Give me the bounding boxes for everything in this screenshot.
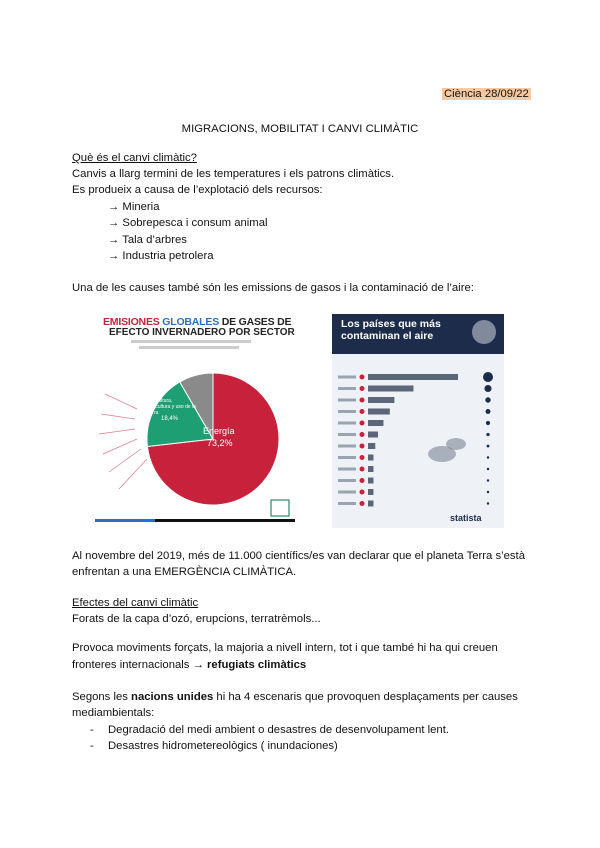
country-label [338, 399, 356, 402]
infographic-title-red: EMISIONES [103, 316, 160, 328]
energy-pct: 73,2% [207, 438, 233, 448]
paragraph [72, 659, 306, 671]
bar [368, 420, 383, 426]
bullet-item: Degradació del medi ambient o desastres de desenvolupament lent. [108, 724, 449, 736]
page-title: MIGRACIONS, MOBILITAT I CANVI CLIMÀTIC [181, 123, 419, 135]
statista-logo: statista [450, 513, 482, 523]
country-flag [360, 421, 365, 426]
bubble [483, 372, 493, 382]
country-flag [360, 455, 365, 460]
country-label [338, 456, 356, 459]
bold-term: refugiats climàtics [207, 659, 307, 671]
paragraph: Provoca moviments forçats, la majoria a nivell intern, tot i que també hi ha qui creuen [72, 642, 498, 654]
bubble [484, 385, 491, 392]
text-run: Segons les [72, 691, 132, 703]
paragraph: Es produeix a causa de l’explotació dels recursos: [72, 184, 323, 196]
paragraph: enfrentan a una EMERGÈNCIA CLIMÀTICA. [72, 566, 297, 578]
country-label [338, 479, 356, 482]
bubble [486, 433, 489, 436]
agri-label: Agricultura, silvicultura y uso de la tierra [147, 398, 196, 416]
bubble [487, 456, 489, 458]
country-label [338, 433, 356, 436]
countries-infographic [332, 314, 504, 528]
paragraph: Forats de la capa d’ozó, erupcions, terratrèmols... [72, 613, 321, 625]
agri-pct: 18,4% [161, 416, 179, 422]
country-label [338, 422, 356, 425]
country-label [338, 502, 356, 505]
bullet-dash: - [90, 740, 94, 752]
bar [368, 386, 413, 392]
infographic-title-line2: EFECTO INVERNADERO POR SECTOR [109, 327, 295, 338]
bar [368, 455, 373, 461]
bubble [487, 502, 489, 504]
country-label [338, 376, 356, 379]
list-item: → Tala d’arbres [108, 234, 187, 246]
bar [368, 489, 373, 495]
list-item: → Mineria [108, 201, 160, 213]
country-flag [360, 444, 365, 449]
section-heading-what: Què és el canvi climàtic? [72, 152, 197, 164]
country-flag [360, 409, 365, 414]
paragraph [72, 691, 518, 703]
bar [368, 443, 375, 449]
bubble [487, 445, 490, 448]
bubble [486, 421, 490, 425]
bold-term: nacions unides [131, 691, 214, 703]
text-run: fronteres internacionals → [72, 659, 208, 671]
paragraph: Canvis a llarg termini de les temperatures i els patrons climàtics. [72, 168, 395, 180]
bar [368, 501, 373, 507]
bar [368, 432, 378, 438]
country-label [338, 491, 356, 494]
country-flag [360, 478, 365, 483]
country-flag [360, 467, 365, 472]
bubble [487, 479, 489, 481]
bar [368, 397, 394, 403]
country-flag [360, 501, 365, 506]
country-flag [360, 386, 365, 391]
bar [368, 478, 373, 484]
country-flag [360, 375, 365, 380]
paragraph: Una de les causes també són les emissions de gasos i la contaminació de l’aire: [72, 282, 474, 294]
section-heading-effects: Efectes del canvi climàtic [72, 597, 199, 609]
country-label [338, 468, 356, 471]
bar-chart [332, 314, 504, 528]
bubble [485, 397, 490, 402]
bullet-dash: - [90, 724, 94, 736]
energy-label: Energía [203, 426, 235, 436]
bubble [486, 409, 491, 414]
country-flag [360, 490, 365, 495]
infographic2-title: Los países que más [341, 318, 441, 330]
bar [368, 466, 373, 472]
bubble [487, 468, 489, 470]
emissions-infographic [95, 314, 300, 524]
country-label [338, 410, 356, 413]
bullet-item: Desastres hidrometereològics ( inundaciones) [108, 740, 338, 752]
text-run: hi ha 4 escenaris que provoquen desplaçaments per causes [213, 691, 518, 703]
country-label [338, 387, 356, 390]
bubble [487, 491, 489, 493]
infographic-title-rest: DE GASES DE [221, 316, 292, 328]
paragraph: Al novembre del 2019, més de 11.000 científics/es van declarar que el planeta Terra s’està [72, 550, 525, 562]
list-item: → Sobrepesca i consum animal [108, 217, 268, 229]
country-flag [360, 432, 365, 437]
date-tag: Ciència 28/09/22 [444, 88, 529, 100]
bar [368, 409, 390, 415]
infographic-title-blue: GLOBALES [162, 316, 220, 328]
country-label [338, 445, 356, 448]
pie-chart [95, 314, 300, 524]
country-flag [360, 398, 365, 403]
bar [368, 374, 458, 380]
list-item: → Industria petrolera [108, 250, 214, 262]
infographic2-title: contaminan el aire [341, 330, 434, 342]
paragraph: mediambientals: [72, 707, 155, 719]
